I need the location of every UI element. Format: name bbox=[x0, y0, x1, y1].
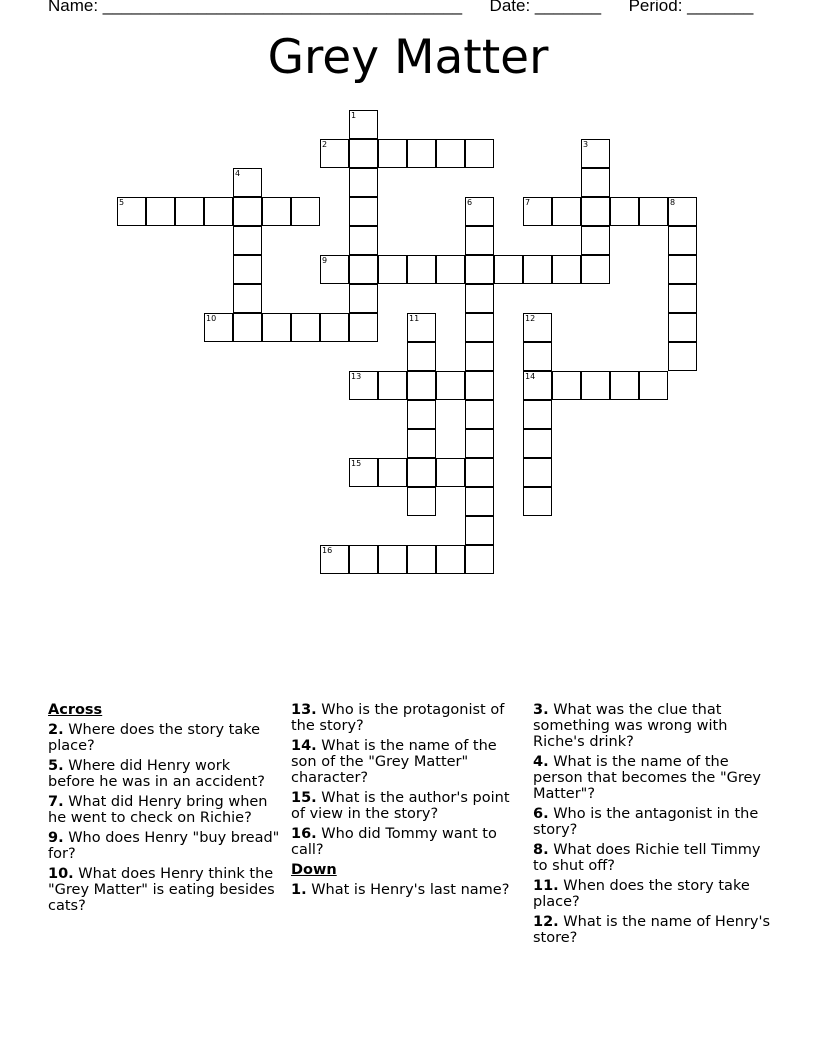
crossword-cell[interactable] bbox=[378, 255, 407, 284]
crossword-cell[interactable] bbox=[523, 429, 552, 458]
crossword-cell[interactable] bbox=[233, 255, 262, 284]
clue-number: 13. bbox=[291, 702, 317, 718]
crossword-cell[interactable] bbox=[233, 284, 262, 313]
clue-text: What is Henry's last name? bbox=[311, 882, 510, 898]
clue-across-9 bbox=[48, 830, 280, 862]
cell-number: 1 bbox=[351, 111, 357, 120]
clue-number: 4. bbox=[533, 754, 549, 770]
crossword-cell[interactable] bbox=[349, 458, 378, 487]
clue-text: Who does Henry "buy bread" for? bbox=[48, 830, 280, 862]
clue-text: What does Henry think the "Grey Matter" is eating besides cats? bbox=[48, 866, 275, 914]
crossword-cell[interactable] bbox=[349, 255, 378, 284]
crossword-cell[interactable] bbox=[465, 487, 494, 516]
crossword-cell[interactable] bbox=[610, 197, 639, 226]
cell-number: 2 bbox=[322, 140, 328, 149]
crossword-cell[interactable] bbox=[465, 545, 494, 574]
crossword-cell[interactable] bbox=[581, 197, 610, 226]
crossword-cell[interactable] bbox=[639, 197, 668, 226]
clue-number: 6. bbox=[533, 806, 549, 822]
cell-number: 7 bbox=[525, 198, 531, 207]
crossword-cell[interactable] bbox=[465, 139, 494, 168]
crossword-cell[interactable] bbox=[465, 197, 494, 226]
crossword-cell[interactable] bbox=[117, 197, 146, 226]
crossword-cell[interactable] bbox=[523, 342, 552, 371]
clue-text: What is the name of the person that becomes the "Grey Matter"? bbox=[533, 754, 761, 802]
clue-across-14 bbox=[291, 738, 523, 786]
clue-number: 5. bbox=[48, 758, 64, 774]
clue-down-11 bbox=[533, 878, 773, 910]
crossword-cell[interactable] bbox=[639, 371, 668, 400]
clue-down-6 bbox=[533, 806, 773, 838]
crossword-cell[interactable] bbox=[552, 255, 581, 284]
crossword-cell[interactable] bbox=[407, 458, 436, 487]
crossword-cell[interactable] bbox=[378, 371, 407, 400]
clue-down-3 bbox=[533, 702, 773, 750]
crossword-cell[interactable] bbox=[175, 197, 204, 226]
clue-number: 12. bbox=[533, 914, 559, 930]
cell-number: 10 bbox=[206, 314, 217, 323]
crossword-cell[interactable] bbox=[233, 168, 262, 197]
crossword-cell[interactable] bbox=[436, 371, 465, 400]
crossword-cell[interactable] bbox=[320, 545, 349, 574]
clue-across-10 bbox=[48, 866, 280, 914]
crossword-cell[interactable] bbox=[349, 110, 378, 139]
crossword-cell[interactable] bbox=[291, 197, 320, 226]
crossword-cell[interactable] bbox=[407, 313, 436, 342]
clue-number: 2. bbox=[48, 722, 64, 738]
clue-number: 10. bbox=[48, 866, 74, 882]
clue-across-2 bbox=[48, 722, 280, 754]
crossword-cell[interactable] bbox=[523, 400, 552, 429]
crossword-cell[interactable] bbox=[581, 255, 610, 284]
clue-across-16 bbox=[291, 826, 523, 858]
crossword-cell[interactable] bbox=[320, 313, 349, 342]
crossword-cell[interactable] bbox=[349, 313, 378, 342]
crossword-cell[interactable] bbox=[320, 139, 349, 168]
crossword-cell[interactable] bbox=[233, 197, 262, 226]
cell-number: 5 bbox=[119, 198, 125, 207]
clue-number: 16. bbox=[291, 826, 317, 842]
crossword-cell[interactable] bbox=[349, 545, 378, 574]
crossword-cell[interactable] bbox=[465, 255, 494, 284]
crossword-cell[interactable] bbox=[465, 313, 494, 342]
crossword-cell[interactable] bbox=[523, 487, 552, 516]
clue-text: What did Henry bring when he went to check on Richie? bbox=[48, 794, 268, 826]
crossword-cell[interactable] bbox=[668, 284, 697, 313]
crossword-cell[interactable] bbox=[262, 313, 291, 342]
crossword-cell[interactable] bbox=[581, 226, 610, 255]
clue-text: Who is the protagonist of the story? bbox=[291, 702, 505, 734]
clue-text: What is the name of the son of the "Grey Matter" character? bbox=[291, 738, 497, 786]
crossword-cell[interactable] bbox=[465, 226, 494, 255]
cell-number: 12 bbox=[525, 314, 536, 323]
clue-text: Where does the story take place? bbox=[48, 722, 261, 754]
cell-number: 15 bbox=[351, 459, 362, 468]
crossword-cell[interactable] bbox=[610, 371, 639, 400]
crossword-cell[interactable] bbox=[407, 139, 436, 168]
clue-down-4 bbox=[533, 754, 773, 802]
crossword-cell[interactable] bbox=[436, 255, 465, 284]
crossword-cell[interactable] bbox=[407, 371, 436, 400]
crossword-cell[interactable] bbox=[465, 342, 494, 371]
crossword-cell[interactable] bbox=[552, 371, 581, 400]
clue-across-7 bbox=[48, 794, 280, 826]
crossword-cell[interactable] bbox=[465, 429, 494, 458]
clue-number: 8. bbox=[533, 842, 549, 858]
clue-text: What does Richie tell Timmy to shut off? bbox=[533, 842, 761, 874]
crossword-cell[interactable] bbox=[465, 516, 494, 545]
crossword-cell[interactable] bbox=[494, 255, 523, 284]
crossword-cell[interactable] bbox=[523, 371, 552, 400]
clue-text: What was the clue that something was wrong with Riche's drink? bbox=[533, 702, 728, 750]
clue-across-15 bbox=[291, 790, 523, 822]
crossword-cell[interactable] bbox=[668, 255, 697, 284]
name-field-label[interactable]: Name: ______________________________________ bbox=[48, 0, 463, 15]
cell-number: 8 bbox=[670, 198, 676, 207]
crossword-cell[interactable] bbox=[349, 139, 378, 168]
crossword-cell[interactable] bbox=[465, 284, 494, 313]
crossword-cell[interactable] bbox=[523, 313, 552, 342]
clue-down-12 bbox=[533, 914, 773, 946]
crossword-cell[interactable] bbox=[407, 342, 436, 371]
clue-number: 14. bbox=[291, 738, 317, 754]
crossword-cell[interactable] bbox=[378, 139, 407, 168]
clue-number: 3. bbox=[533, 702, 549, 718]
clue-number: 15. bbox=[291, 790, 317, 806]
crossword-cell[interactable] bbox=[465, 371, 494, 400]
crossword-cell[interactable] bbox=[552, 197, 581, 226]
crossword-cell[interactable] bbox=[523, 458, 552, 487]
clue-text: Who did Tommy want to call? bbox=[291, 826, 497, 858]
crossword-cell[interactable] bbox=[436, 458, 465, 487]
cell-number: 16 bbox=[322, 546, 333, 555]
cell-number: 14 bbox=[525, 372, 536, 381]
cell-number: 13 bbox=[351, 372, 362, 381]
crossword-cell[interactable] bbox=[436, 139, 465, 168]
crossword-cell[interactable] bbox=[204, 313, 233, 342]
clues-column-3 bbox=[533, 702, 773, 950]
crossword-cell[interactable] bbox=[668, 197, 697, 226]
crossword-cell[interactable] bbox=[465, 400, 494, 429]
clue-number: 7. bbox=[48, 794, 64, 810]
crossword-cell[interactable] bbox=[523, 255, 552, 284]
crossword-cell[interactable] bbox=[668, 226, 697, 255]
crossword-cell[interactable] bbox=[407, 255, 436, 284]
across-heading: Across bbox=[48, 702, 103, 718]
cell-number: 4 bbox=[235, 169, 241, 178]
crossword-cell[interactable] bbox=[320, 255, 349, 284]
cell-number: 3 bbox=[583, 140, 589, 149]
cell-number: 6 bbox=[467, 198, 473, 207]
crossword-cell[interactable] bbox=[668, 313, 697, 342]
date-field-label[interactable]: Date: _______ bbox=[489, 0, 602, 15]
crossword-cell[interactable] bbox=[349, 284, 378, 313]
crossword-cell[interactable] bbox=[465, 458, 494, 487]
clue-text: What is the name of Henry's store? bbox=[533, 914, 771, 946]
cell-number: 11 bbox=[409, 314, 420, 323]
crossword-cell[interactable] bbox=[523, 197, 552, 226]
cell-number: 9 bbox=[322, 256, 328, 265]
crossword-cell[interactable] bbox=[349, 226, 378, 255]
clue-number: 1. bbox=[291, 882, 307, 898]
clue-text: Who is the antagonist in the story? bbox=[533, 806, 759, 838]
crossword-cell[interactable] bbox=[291, 313, 320, 342]
crossword-cell[interactable] bbox=[407, 545, 436, 574]
clue-text: What is the author's point of view in the story? bbox=[291, 790, 510, 822]
clue-text: When does the story take place? bbox=[533, 878, 750, 910]
crossword-cell[interactable] bbox=[407, 400, 436, 429]
crossword-cell[interactable] bbox=[349, 371, 378, 400]
crossword-cell[interactable] bbox=[668, 342, 697, 371]
crossword-cell[interactable] bbox=[581, 139, 610, 168]
crossword-cell[interactable] bbox=[349, 197, 378, 226]
crossword-cell[interactable] bbox=[378, 545, 407, 574]
down-heading: Down bbox=[291, 862, 337, 878]
crossword-cell[interactable] bbox=[146, 197, 175, 226]
clue-down-8 bbox=[533, 842, 773, 874]
crossword-cell[interactable] bbox=[233, 226, 262, 255]
crossword-cell[interactable] bbox=[407, 487, 436, 516]
clue-number: 11. bbox=[533, 878, 559, 894]
clue-number: 9. bbox=[48, 830, 64, 846]
clue-across-5 bbox=[48, 758, 280, 790]
clue-down-1 bbox=[291, 882, 523, 898]
crossword-cell[interactable] bbox=[436, 545, 465, 574]
crossword-cell[interactable] bbox=[407, 429, 436, 458]
crossword-cell[interactable] bbox=[204, 197, 233, 226]
crossword-cell[interactable] bbox=[581, 168, 610, 197]
clues-column-2 bbox=[291, 702, 523, 902]
period-field-label[interactable]: Period: _______ bbox=[628, 0, 754, 15]
clues-column-1 bbox=[48, 702, 280, 918]
crossword-cell[interactable] bbox=[378, 458, 407, 487]
clue-across-13 bbox=[291, 702, 523, 734]
crossword-cell[interactable] bbox=[262, 197, 291, 226]
clue-text: Where did Henry work before he was in an accident? bbox=[48, 758, 265, 790]
crossword-cell[interactable] bbox=[233, 313, 262, 342]
crossword-cell[interactable] bbox=[349, 168, 378, 197]
crossword-cell[interactable] bbox=[581, 371, 610, 400]
puzzle-title: Grey Matter bbox=[267, 30, 549, 85]
